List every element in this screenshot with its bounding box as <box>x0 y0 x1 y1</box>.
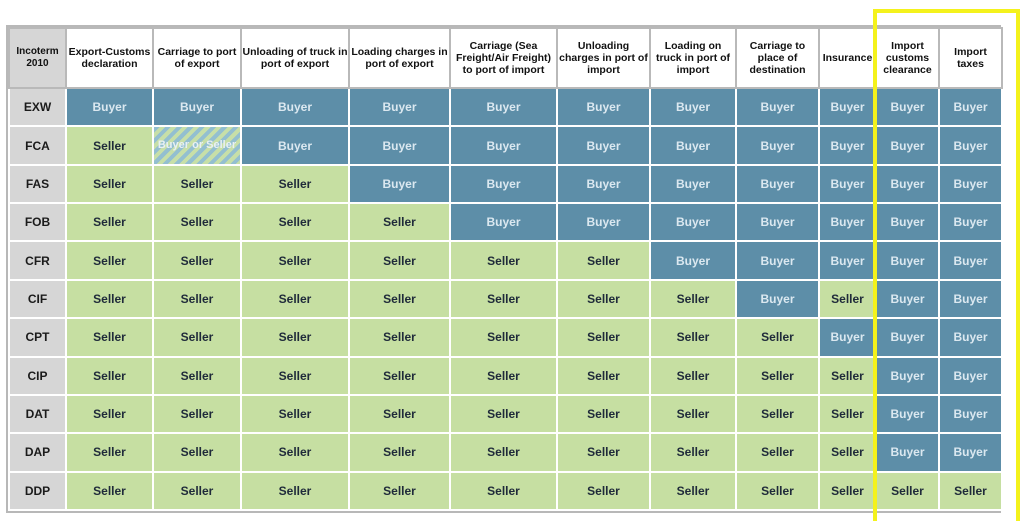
responsibility-cell: Seller <box>736 357 819 395</box>
responsibility-cell: Seller <box>66 472 153 510</box>
responsibility-cell: Buyer <box>819 203 876 241</box>
responsibility-cell: Seller <box>650 433 736 471</box>
responsibility-cell: Seller <box>819 357 876 395</box>
responsibility-cell: Seller <box>153 395 241 433</box>
responsibility-cell: Seller <box>557 357 650 395</box>
responsibility-cell: Seller <box>557 241 650 279</box>
responsibility-cell: Buyer <box>557 88 650 126</box>
responsibility-cell: Seller <box>819 280 876 318</box>
responsibility-cell: Seller <box>241 280 349 318</box>
column-header: Unloading charges in port of import <box>557 28 650 88</box>
column-header: Import customs clearance <box>876 28 939 88</box>
responsibility-cell: Buyer <box>819 126 876 164</box>
table-row <box>9 318 1002 356</box>
responsibility-cell: Seller <box>650 472 736 510</box>
responsibility-cell: Buyer <box>450 126 557 164</box>
responsibility-cell: Buyer <box>650 126 736 164</box>
table-row <box>9 472 1002 510</box>
responsibility-cell: Buyer <box>876 203 939 241</box>
responsibility-cell: Seller <box>241 241 349 279</box>
responsibility-cell: Seller <box>153 241 241 279</box>
responsibility-cell: Seller <box>66 357 153 395</box>
responsibility-cell: Buyer <box>736 241 819 279</box>
responsibility-cell: Seller <box>153 433 241 471</box>
responsibility-cell: Buyer <box>241 88 349 126</box>
responsibility-cell: Seller <box>557 433 650 471</box>
responsibility-cell: Seller <box>241 203 349 241</box>
column-header: Carriage to place of destination <box>736 28 819 88</box>
responsibility-cell: Seller <box>876 472 939 510</box>
responsibility-cell: Buyer <box>557 203 650 241</box>
incoterm-label: CFR <box>9 241 66 279</box>
responsibility-cell: Seller <box>450 280 557 318</box>
responsibility-cell: Buyer <box>66 88 153 126</box>
table-row <box>9 280 1002 318</box>
responsibility-cell: Seller <box>349 395 450 433</box>
responsibility-cell: Seller <box>66 203 153 241</box>
responsibility-cell: Buyer <box>650 88 736 126</box>
responsibility-cell: Seller <box>349 318 450 356</box>
responsibility-cell: Buyer <box>349 88 450 126</box>
table-row <box>9 88 1002 126</box>
incoterm-label: DAP <box>9 433 66 471</box>
responsibility-cell: Seller <box>66 433 153 471</box>
responsibility-cell: Seller <box>349 280 450 318</box>
incoterm-label: CIP <box>9 357 66 395</box>
responsibility-cell: Seller <box>450 472 557 510</box>
responsibility-cell: Seller <box>736 395 819 433</box>
responsibility-cell: Seller <box>557 395 650 433</box>
responsibility-cell: Buyer <box>939 357 1002 395</box>
responsibility-cell: Seller <box>153 318 241 356</box>
responsibility-cell: Buyer <box>939 280 1002 318</box>
responsibility-cell: Buyer <box>153 88 241 126</box>
responsibility-cell: Buyer <box>819 165 876 203</box>
responsibility-cell: Buyer <box>736 88 819 126</box>
responsibility-cell: Buyer <box>939 165 1002 203</box>
column-header: Unloading of truck in port of export <box>241 28 349 88</box>
responsibility-cell: Seller <box>819 395 876 433</box>
corner-header: Incoterm 2010 <box>9 28 66 88</box>
responsibility-cell: Buyer or Seller <box>153 126 241 164</box>
table-row <box>9 357 1002 395</box>
responsibility-cell: Seller <box>736 433 819 471</box>
responsibility-cell: Seller <box>650 395 736 433</box>
responsibility-cell: Seller <box>153 203 241 241</box>
responsibility-cell: Seller <box>66 241 153 279</box>
incoterm-label: EXW <box>9 88 66 126</box>
table-row <box>9 395 1002 433</box>
responsibility-cell: Seller <box>736 318 819 356</box>
responsibility-cell: Seller <box>66 280 153 318</box>
responsibility-cell: Seller <box>349 203 450 241</box>
responsibility-cell: Buyer <box>939 433 1002 471</box>
responsibility-cell: Seller <box>939 472 1002 510</box>
header-row <box>9 28 1002 88</box>
responsibility-cell: Seller <box>450 318 557 356</box>
responsibility-cell: Seller <box>153 165 241 203</box>
responsibility-cell: Seller <box>241 165 349 203</box>
incoterms-table <box>8 27 1003 511</box>
responsibility-cell: Seller <box>66 318 153 356</box>
table-row <box>9 203 1002 241</box>
responsibility-cell: Seller <box>241 318 349 356</box>
responsibility-cell: Seller <box>153 472 241 510</box>
column-header: Loading on truck in port of import <box>650 28 736 88</box>
incoterm-label: DDP <box>9 472 66 510</box>
column-header: Carriage (Sea Freight/Air Freight) to port of import <box>450 28 557 88</box>
responsibility-cell: Seller <box>241 433 349 471</box>
incoterm-label: FAS <box>9 165 66 203</box>
responsibility-cell: Buyer <box>876 433 939 471</box>
responsibility-cell: Buyer <box>736 203 819 241</box>
column-header: Carriage to port of export <box>153 28 241 88</box>
responsibility-cell: Buyer <box>939 241 1002 279</box>
responsibility-cell: Buyer <box>349 165 450 203</box>
responsibility-cell: Seller <box>557 318 650 356</box>
responsibility-cell: Seller <box>736 472 819 510</box>
responsibility-cell: Buyer <box>450 165 557 203</box>
responsibility-cell: Buyer <box>876 88 939 126</box>
table-row <box>9 165 1002 203</box>
incoterm-label: CPT <box>9 318 66 356</box>
responsibility-cell: Buyer <box>736 165 819 203</box>
responsibility-cell: Seller <box>819 433 876 471</box>
responsibility-cell: Buyer <box>876 395 939 433</box>
responsibility-cell: Seller <box>66 395 153 433</box>
responsibility-cell: Seller <box>349 241 450 279</box>
responsibility-cell: Buyer <box>939 203 1002 241</box>
column-header: Import taxes <box>939 28 1002 88</box>
responsibility-cell: Seller <box>349 357 450 395</box>
incoterm-label: FOB <box>9 203 66 241</box>
responsibility-cell: Buyer <box>939 88 1002 126</box>
responsibility-cell: Buyer <box>876 280 939 318</box>
responsibility-cell: Seller <box>650 280 736 318</box>
responsibility-cell: Seller <box>349 472 450 510</box>
responsibility-cell: Seller <box>650 357 736 395</box>
responsibility-cell: Seller <box>650 318 736 356</box>
table-row <box>9 126 1002 164</box>
responsibility-cell: Buyer <box>450 203 557 241</box>
responsibility-cell: Buyer <box>819 241 876 279</box>
responsibility-cell: Seller <box>153 357 241 395</box>
responsibility-cell: Seller <box>557 280 650 318</box>
responsibility-cell: Buyer <box>450 88 557 126</box>
column-header: Loading charges in port of export <box>349 28 450 88</box>
incoterm-label: DAT <box>9 395 66 433</box>
responsibility-cell: Seller <box>66 126 153 164</box>
responsibility-cell: Buyer <box>939 126 1002 164</box>
responsibility-cell: Seller <box>241 472 349 510</box>
responsibility-cell: Buyer <box>939 395 1002 433</box>
responsibility-cell: Buyer <box>876 357 939 395</box>
responsibility-cell: Buyer <box>650 241 736 279</box>
responsibility-cell: Seller <box>450 433 557 471</box>
responsibility-cell: Buyer <box>876 126 939 164</box>
table-row <box>9 241 1002 279</box>
responsibility-cell: Seller <box>241 357 349 395</box>
responsibility-cell: Buyer <box>736 280 819 318</box>
responsibility-cell: Seller <box>819 472 876 510</box>
table-row <box>9 433 1002 471</box>
responsibility-cell: Seller <box>450 241 557 279</box>
incoterms-table-container <box>6 25 1001 513</box>
responsibility-cell: Buyer <box>876 318 939 356</box>
column-header: Export-Customs declaration <box>66 28 153 88</box>
responsibility-cell: Buyer <box>557 126 650 164</box>
responsibility-cell: Buyer <box>557 165 650 203</box>
incoterm-label: FCA <box>9 126 66 164</box>
responsibility-cell: Buyer <box>650 203 736 241</box>
responsibility-cell: Seller <box>349 433 450 471</box>
responsibility-cell: Buyer <box>349 126 450 164</box>
responsibility-cell: Seller <box>557 472 650 510</box>
responsibility-cell: Buyer <box>819 318 876 356</box>
responsibility-cell: Buyer <box>876 165 939 203</box>
responsibility-cell: Buyer <box>241 126 349 164</box>
responsibility-cell: Seller <box>450 395 557 433</box>
responsibility-cell: Seller <box>66 165 153 203</box>
responsibility-cell: Seller <box>241 395 349 433</box>
responsibility-cell: Seller <box>153 280 241 318</box>
column-header: Insurance <box>819 28 876 88</box>
responsibility-cell: Buyer <box>939 318 1002 356</box>
responsibility-cell: Buyer <box>876 241 939 279</box>
responsibility-cell: Buyer <box>650 165 736 203</box>
table-body <box>9 88 1002 510</box>
responsibility-cell: Seller <box>450 357 557 395</box>
responsibility-cell: Buyer <box>736 126 819 164</box>
responsibility-cell: Buyer <box>819 88 876 126</box>
incoterm-label: CIF <box>9 280 66 318</box>
